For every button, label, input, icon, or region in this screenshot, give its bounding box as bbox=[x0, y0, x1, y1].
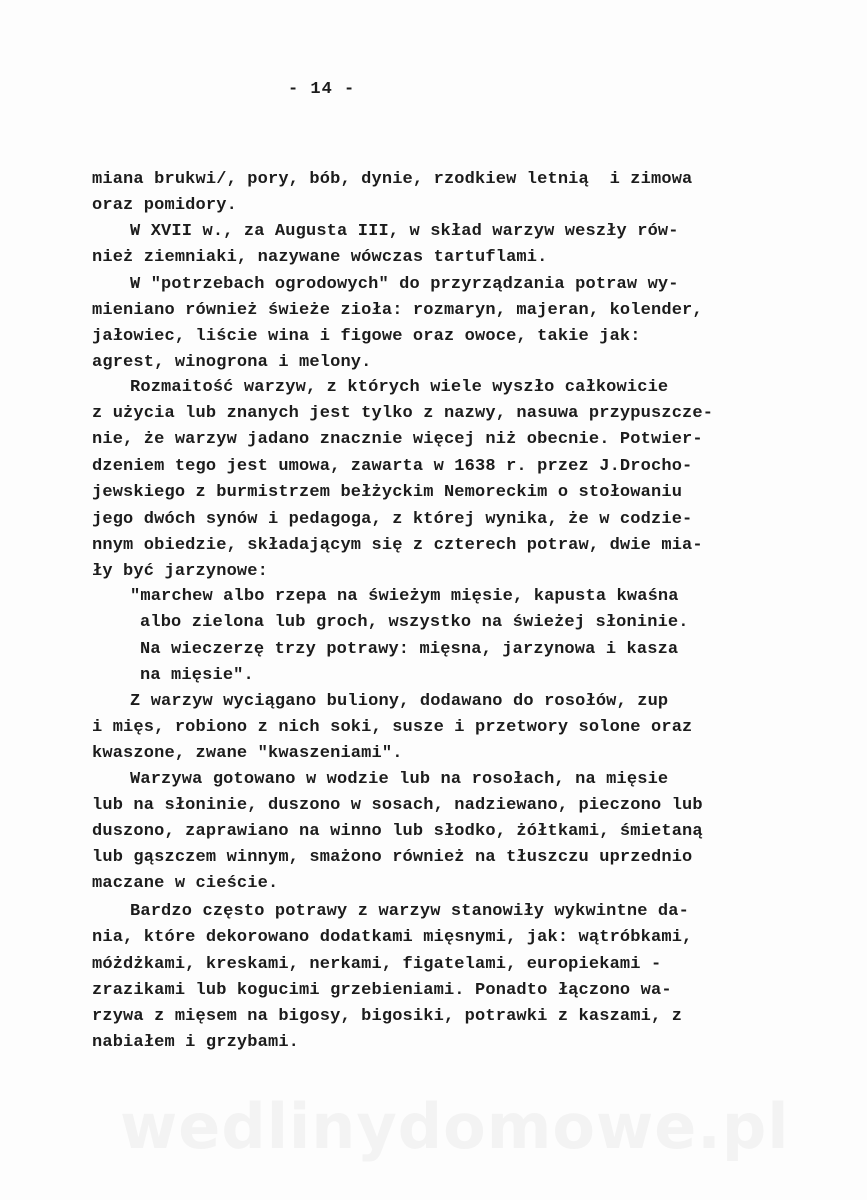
text-line: nie, że warzyw jadano znacznie więcej niż obecnie. Potwier- bbox=[92, 430, 703, 449]
text-line: W "potrzebach ogrodowych" do przyrządzania potraw wy- bbox=[130, 275, 679, 294]
text-line: rzywa z mięsem na bigosy, bigosiki, potrawki z kaszami, z bbox=[92, 1007, 683, 1026]
text-line: z użycia lub znanych jest tylko z nazwy, nasuwa przypuszcze- bbox=[92, 404, 714, 423]
text-line: i mięs, robiono z nich soki, susze i przetwory solone oraz bbox=[92, 718, 693, 737]
text-line: Z warzyw wyciągano buliony, dodawano do rosołów, zup bbox=[130, 692, 669, 711]
text-line: duszono, zaprawiano na winno lub słodko, żółtkami, śmietaną bbox=[92, 822, 703, 841]
text-line: mieniano również świeże zioła: rozmaryn, majeran, kolender, bbox=[92, 301, 703, 320]
text-line: Bardzo często potrawy z warzyw stanowiły wykwintne da- bbox=[130, 902, 689, 921]
text-line: jałowiec, liście wina i figowe oraz owoce, takie jak: bbox=[92, 327, 641, 346]
quote-line: albo zielona lub groch, wszystko na świeżej słoninie. bbox=[140, 613, 689, 632]
text-line: W XVII w., za Augusta III, w skład warzyw weszły rów- bbox=[130, 222, 679, 241]
text-line: kwaszone, zwane "kwaszeniami". bbox=[92, 744, 403, 763]
quote-line: na mięsie". bbox=[140, 666, 254, 685]
text-line: dzeniem tego jest umowa, zawarta w 1638 r. przez J.Drocho- bbox=[92, 457, 693, 476]
text-line: móżdżkami, kreskami, nerkami, figatelami, europiekami - bbox=[92, 955, 662, 974]
page-number: - 14 - bbox=[288, 80, 356, 99]
watermark: wedlinydomowe.pl bbox=[120, 1090, 790, 1163]
text-line: jewskiego z burmistrzem bełżyckim Nemoreckim o stołowaniu bbox=[92, 483, 683, 502]
text-line: miana brukwi/, pory, bób, dynie, rzodkiew letnią i zimowa bbox=[92, 170, 693, 189]
text-line: Rozmaitość warzyw, z których wiele wyszło całkowicie bbox=[130, 378, 669, 397]
text-line: zrazikami lub kogucimi grzebieniami. Ponadto łączono wa- bbox=[92, 981, 672, 1000]
text-line: nnym obiedzie, składającym się z czterech potraw, dwie mia- bbox=[92, 536, 703, 555]
text-line: Warzywa gotowano w wodzie lub na rosołach, na mięsie bbox=[130, 770, 669, 789]
text-line: oraz pomidory. bbox=[92, 196, 237, 215]
quote-line: Na wieczerzę trzy potrawy: mięsna, jarzynowa i kasza bbox=[140, 640, 679, 659]
text-line: lub gąszczem winnym, smażono również na tłuszczu uprzednio bbox=[92, 848, 693, 867]
text-line: maczane w cieście. bbox=[92, 874, 279, 893]
text-line: nież ziemniaki, nazywane wówczas tartuflami. bbox=[92, 248, 548, 267]
text-line: nabiałem i grzybami. bbox=[92, 1033, 300, 1052]
text-line: ły być jarzynowe: bbox=[92, 562, 268, 581]
text-line: lub na słoninie, duszono w sosach, nadziewano, pieczono lub bbox=[92, 796, 703, 815]
text-line: nia, które dekorowano dodatkami mięsnymi, jak: wątróbkami, bbox=[92, 928, 693, 947]
text-line: jego dwóch synów i pedagoga, z której wynika, że w codzie- bbox=[92, 510, 693, 529]
quote-line: "marchew albo rzepa na świeżym mięsie, kapusta kwaśna bbox=[130, 587, 679, 606]
text-line: agrest, winogrona i melony. bbox=[92, 353, 372, 372]
